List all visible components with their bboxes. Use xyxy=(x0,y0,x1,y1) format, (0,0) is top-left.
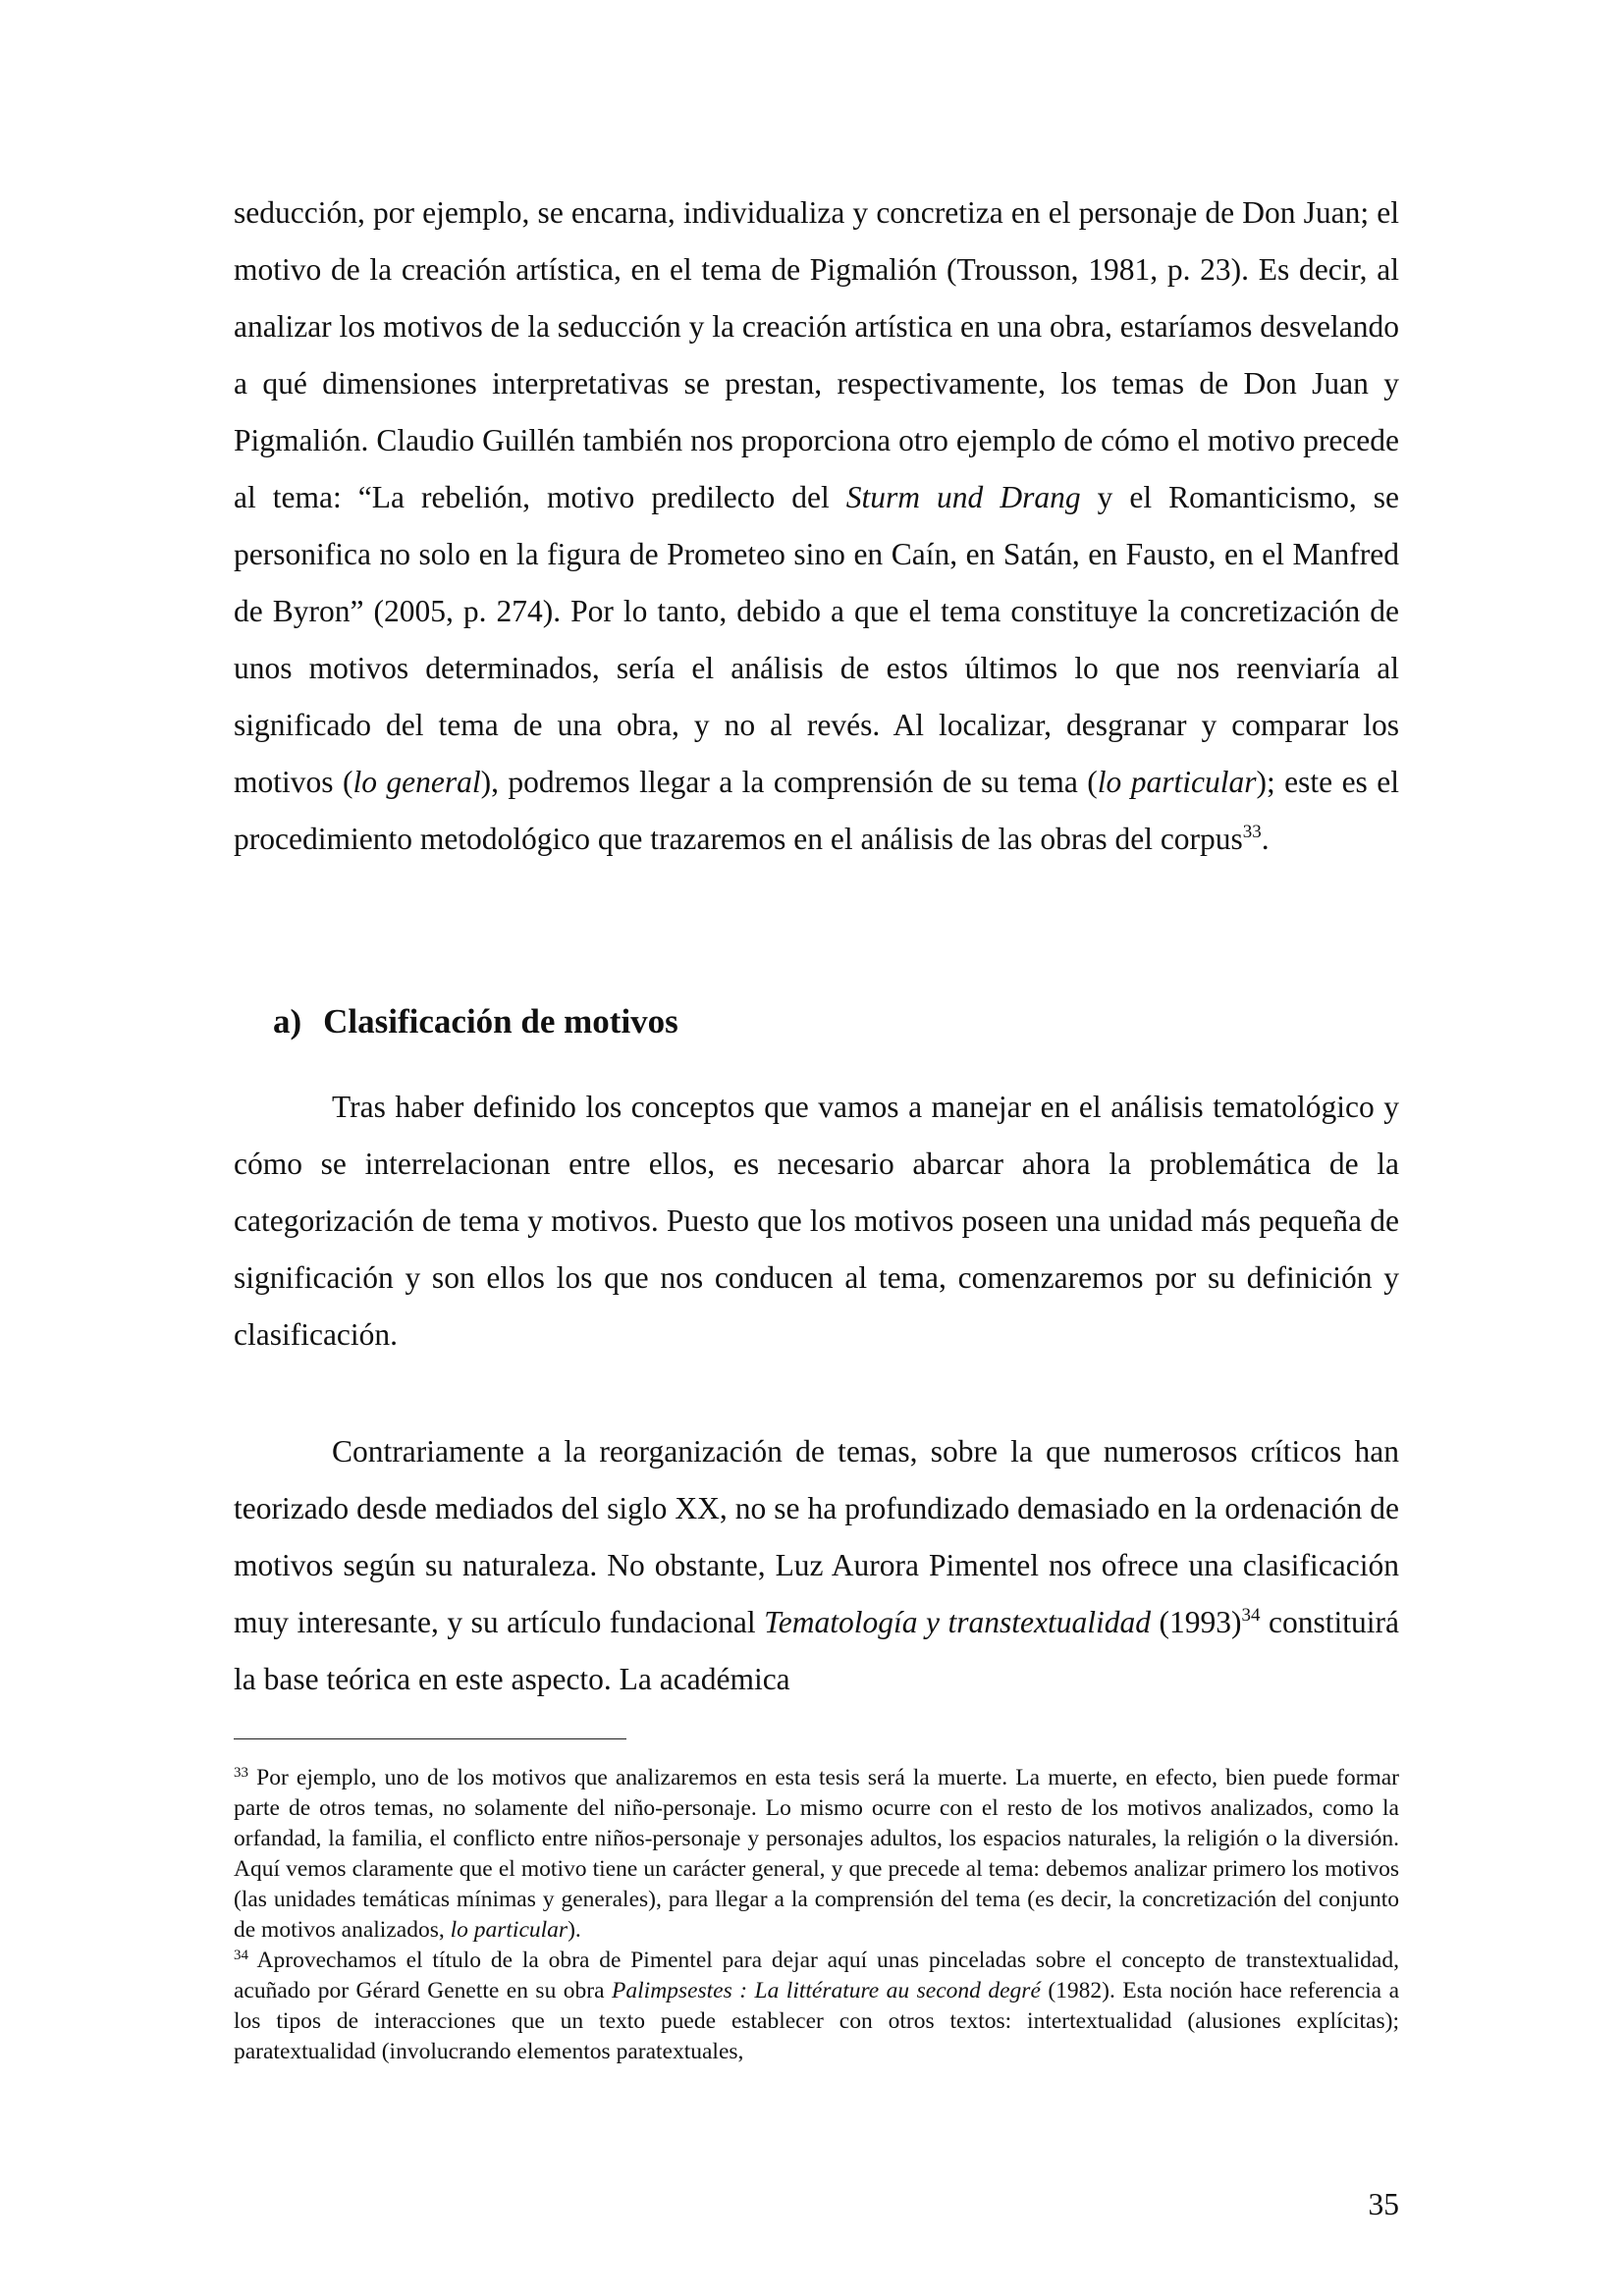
footnotes xyxy=(234,1763,1399,2067)
body-paragraph-2 xyxy=(234,1079,1399,1363)
footnote-text: (1982). Esta noción hace referencia a los tipos de interacciones que un texto puede establecer con otros textos: intertextualidad (alusiones explícitas); paratextualidad (involucrando elementos paratextuales, xyxy=(234,1978,1399,2064)
paragraph-text: seducción, por ejemplo, se encarna, individualiza y concretiza en el personaje de Don Juan; el motivo de la creación artística, en el tema de Pigmalión (Trousson, 1981, p. 23). Es decir, al analizar los motivos de la seducción y la creación artística en una obra, estaríamos desvelando a qué dimensiones interpretativas se prestan, respectivamente, los temas de Don Juan y Pigmalión. Claudio Guillén también nos proporciona otro ejemplo de cómo el motivo precede al tema: “La rebelión, motivo predilecto del xyxy=(234,195,1399,514)
body-paragraph-1 xyxy=(234,185,1399,868)
footnote-text: ). xyxy=(568,1917,581,1943)
footnote-text: Aprovechamos el título de la obra de Pimentel para dejar aquí unas pinceladas sobre el concepto de transtextualidad, acuñado por Gérard Genette en su obra xyxy=(234,1948,1399,2003)
paragraph-text: constituirá la base teórica en este aspecto. La académica xyxy=(234,1605,1400,1696)
paragraph-text: ); este es el procedimiento metodológico que trazaremos en el análisis de las obras del corpus xyxy=(234,765,1399,856)
italic-term: lo general xyxy=(352,765,481,799)
paragraph-text: Tras haber definido los conceptos que vamos a manejar en el análisis tematológico y cómo se interrelacionan entre ellos, es necesario abarcar ahora la problemática de la categorización de tema y motivos. Puesto que los motivos poseen una unidad más pequeña de significación y son ellos los que nos conducen al tema, comenzaremos por su definición y clasificación. xyxy=(234,1090,1399,1352)
italic-title: Sturm und Drang xyxy=(845,480,1081,514)
body-paragraph-3 xyxy=(234,1423,1399,1708)
footnote-number: 34 xyxy=(234,1948,248,1963)
italic-term: lo particular xyxy=(450,1917,568,1943)
footnote-separator xyxy=(234,1738,626,1739)
paragraph-text: ), podremos llegar a la comprensión de su tema ( xyxy=(480,765,1098,799)
paragraph-text: (1993) xyxy=(1151,1605,1242,1639)
footnote-33 xyxy=(234,1763,1399,1946)
italic-title: Palimpsestes : La littérature au second degré xyxy=(612,1978,1041,2003)
footnote-reference-34: 34 xyxy=(1241,1605,1261,1626)
italic-term: lo particular xyxy=(1097,765,1257,799)
footnote-34 xyxy=(234,1946,1399,2067)
footnote-reference-33: 33 xyxy=(1242,822,1262,842)
section-heading xyxy=(273,997,678,1046)
italic-title: Tematología y transtextualidad xyxy=(764,1605,1151,1639)
paragraph-text: Contrariamente a la reorganización de temas, sobre la que numerosos críticos han teorizado desde mediados del siglo XX, no se ha profundizado demasiado en la ordenación de motivos según su naturaleza. No obstante, Luz Aurora Pimentel nos ofrece una clasificación muy interesante, y su artículo fundacional xyxy=(234,1434,1399,1639)
paragraph-text: . xyxy=(1261,822,1270,856)
footnote-number: 33 xyxy=(234,1765,248,1781)
page-number: 35 xyxy=(1368,2187,1399,2221)
section-heading-marker: a) xyxy=(273,1002,302,1041)
footnote-text: Por ejemplo, uno de los motivos que analizaremos en esta tesis será la muerte. La muerte, en efecto, bien puede formar parte de otros temas, no solamente del niño-personaje. Lo mismo ocurre con el resto de los motivos analizados, como la orfandad, la familia, el conflicto entre niños-personaje y personajes adultos, los espacios naturales, la religión o la diversión. Aquí vemos claramente que el motivo tiene un carácter general, y que precede al tema: debemos analizar primero los motivos (las unidades temáticas mínimas y generales), para llegar a la comprensión del tema (es decir, la concretización del conjunto de motivos analizados, xyxy=(234,1765,1399,1943)
section-heading-title: Clasificación de motivos xyxy=(323,1002,678,1041)
paragraph-text: y el Romanticismo, se personifica no solo en la figura de Prometeo sino en Caín, en Satán, en Fausto, en el Manfred de Byron” (2005, p. 274). Por lo tanto, debido a que el tema constituye la concretización de unos motivos determinados, sería el análisis de estos últimos lo que nos reenviaría al significado del tema de una obra, y no al revés. Al localizar, desgranar y comparar los motivos ( xyxy=(234,480,1399,799)
